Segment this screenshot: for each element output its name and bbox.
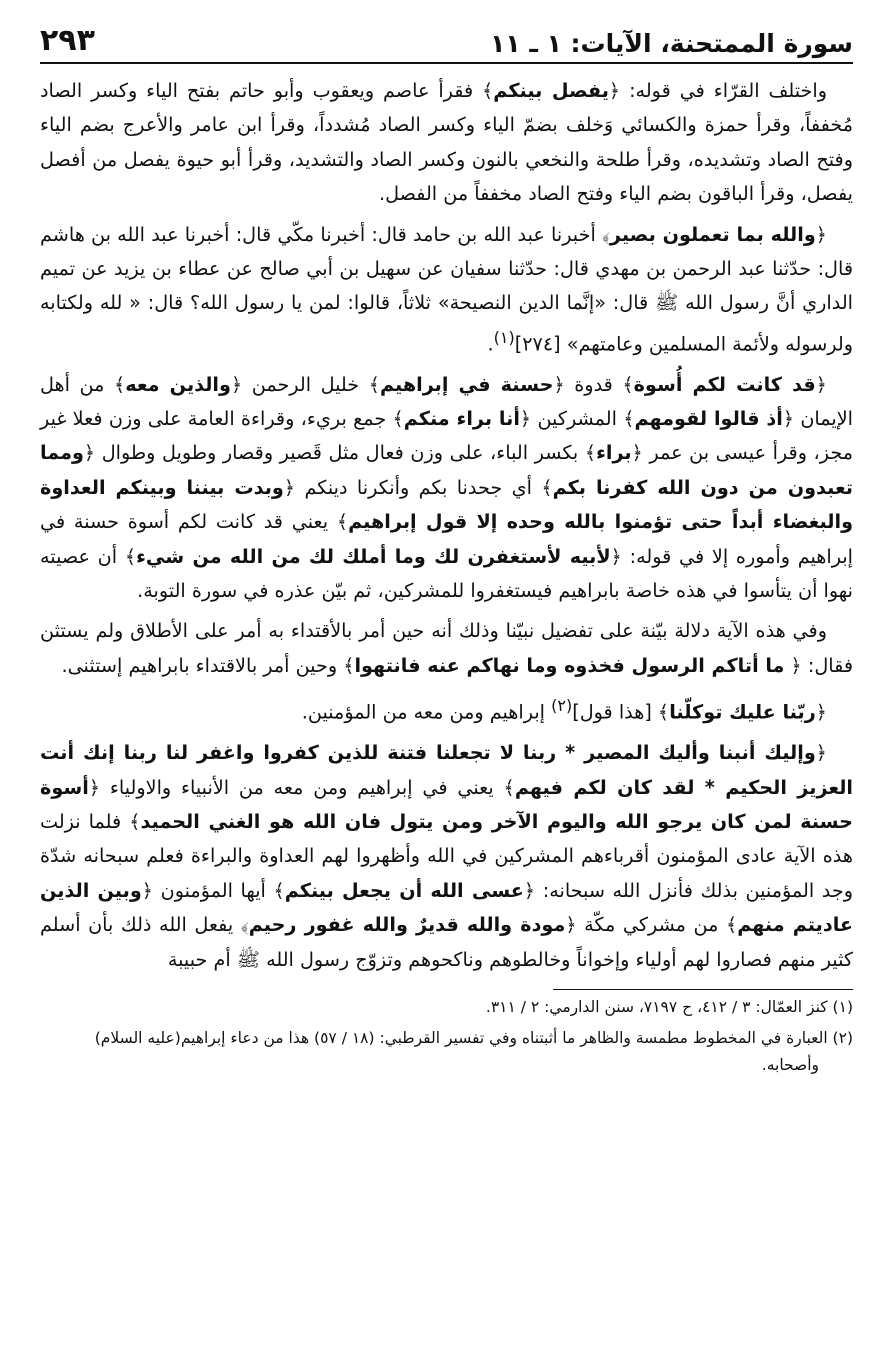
paragraph: ﴿وإليك أنبنا وأليك المصير * ربنا لا تجعلنا فتنة للذين كفروا واغفر لنا ربنا إنك أنت العزيز الحكيم * لقد كان لكم فيهم﴾ يعني في إبراهيم ومن معه من الأنبياء والاولياء ﴿أسوة حسنة لمن كان يرجو الله واليوم الآخر ومن يتول فان الله هو الغني الحميد﴾ فلما نزلت هذه الآية عادى المؤمنون أقرباءهم المشركين في الله وأظهروا لهم العداوة والبراءة فعلم سبحانه شدّة وجد المؤمنين بذلك فأنزل الله سبحانه: ﴿عسى الله أن يجعل بينكم﴾ أيها المؤمنون ﴿وبين الذين عاديتم منهم﴾ من مشركي مكّة ﴿مودة والله قديرٌ والله غفور رحيم﴾ يفعل الله ذلك بأن أسلم كثير منهم فصاروا لهم أولياء وإخواناً وخالطوهم وناكحوهم وتزوّج رسول الله ﷺ أم حبيبة (40, 741, 854, 971)
footnote: (١) كنز العمّال: ٣ / ٤١٢، ح ٧١٩٧، سنن الدارمي: ٢ / ٣١١. (485, 997, 853, 1016)
page-header (40, 18, 853, 64)
footnote: (٢) العبارة في المخطوط مطمسة والظاهر ما أثبتناه وفي تفسير القرطبي: (١٨ / ٥٧) هذا من دعاء إبراهيم(عليه السلام) وأصحابه. (94, 1028, 853, 1074)
paragraph: ﴿ربّنا عليك توكلّنا﴾ [هذا قول]$^{(٢)}$ إبراهيم ومن معه من المؤمنين. (301, 696, 827, 724)
footnote-separator (553, 989, 853, 990)
paragraph: واختلف القرّاء في قوله: ﴿يفصل بينكم﴾ فقرأ عاصم ويعقوب وأبو حاتم بفتح الياء وكسر الصاد مُخففاً، وقرأ حمزة والكسائي وَخلف بضمّ الياء وكسر الصاد مُشدداً، وقرأ ابن عامر والأعرج بضم الياء وفتح الصاد وتشديده، وقرأ طلحة والنخعي بالنون وكسر الصاد والتشديد، وقرأ أبو حيوة يفصل من أفصل يفصل، وقرأ الباقون بضم الياء وفتح الصاد مخففاً من الفصل. (40, 79, 853, 206)
main-text (40, 74, 853, 977)
surah-title: سورة الممتحنة، الآيات: ١ ـ ١١ (490, 29, 853, 58)
paragraph: وفي هذه الآية دلالة بيّنة على تفضيل نبيّنا وذلك أنه حين أمر بالأقتداء به أمر على الأطلاق ولم يستثن فقال: ﴿ ما أتاكم الرسول فخذوه وما نهاكم عنه فانتهوا﴾ وحين أمر بالاقتداء بابراهيم إستثنى. (40, 619, 853, 677)
page-number: ٢٩٣ (40, 23, 95, 58)
paragraph: ﴿والله بما تعملون بصير﴾ أخبرنا عبد الله بن حامد قال: أخبرنا مكّي قال: أخبرنا عبد الله بن هاشم قال: حدّثنا عبد الرحمن بن مهدي قال: حدّثنا سفيان عن سهيل بن أبي صالح عن عطاء بن يزيد عن تميم الداري أنَّ رسول الله ﷺ قال: «إنَّما الدين النصيحة» ثلاثاً، قالوا: لمن يا رسول الله؟ قال: « لله ولكتابه ولرسوله ولأئمة المسلمين وعامتهم» [٢٧٤]$^{(١)}$. (40, 222, 853, 356)
paragraph: ﴿قد كانت لكم أُسوة﴾ قدوة ﴿حسنة في إبراهيم﴾ خليل الرحمن ﴿والذين معه﴾ من أهل الإيمان ﴿أذ قالوا لقومهم﴾ المشركين ﴿أنا براء منكم﴾ جمع بريء، وقراءة العامة على وزن فعلا غير مجز، وقرأ عيسى بن عمر ﴿براء﴾ بكسر الباء، على وزن فعال مثل قَصير وقصار وطويل وطوال ﴿ومما تعبدون من دون الله كفرنا بكم﴾ أي جحدنا بكم وأنكرنا دينكم ﴿وبدت بيننا وبينكم العداوة والبغضاء أبداً حتى تؤمنوا بالله وحده إلا قول إبراهيم﴾ يعني قد كانت لكم أسوة حسنة في إبراهيم وأموره إلا في قوله: ﴿لأبيه لأستغفرن لك وما أملك لك من الله من شيء﴾ أن عصيته نهوا أن يتأسوا في هذه خاصة بابراهيم فيستغفروا للمشركين، ثم بيّن عذره في سورة التوبة. (40, 372, 854, 603)
footnotes (40, 994, 853, 1079)
